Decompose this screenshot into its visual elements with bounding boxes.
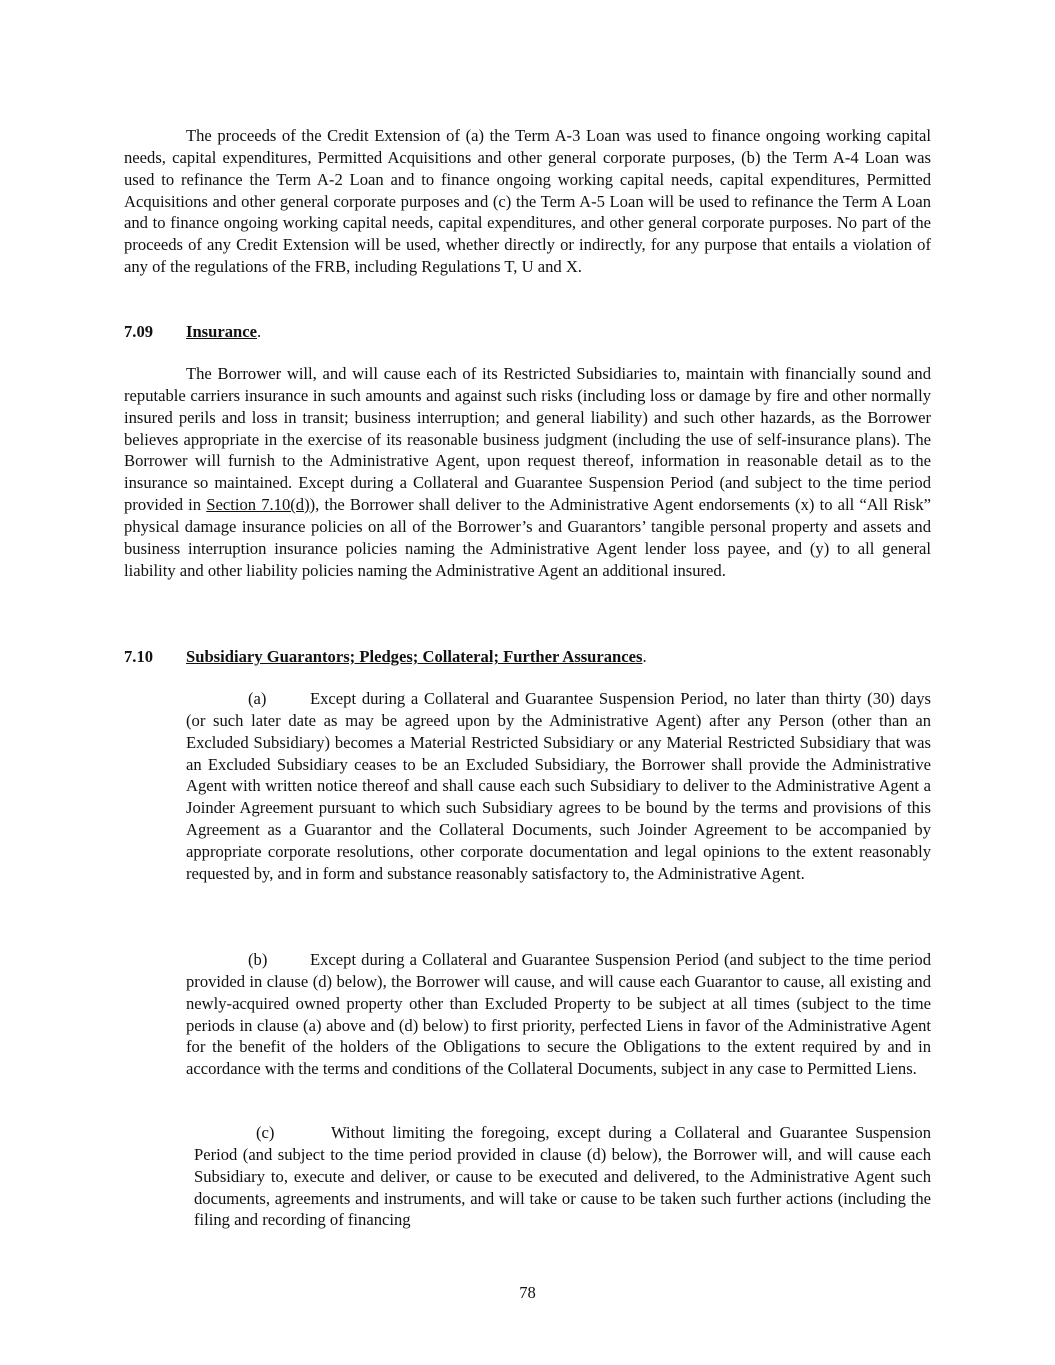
- clause-a-paragraph: [186, 688, 931, 885]
- clause-a-label: (a): [248, 689, 267, 708]
- clause-a-text: Except during a Collateral and Guarantee Suspension Period, no later than thirty (30) days (or such later date as may be agreed upon by the Administrative Agent) after any Person (other than an Excluded Subsidiary) becomes a Material Restricted Subsidiary or any Material Restricted Subsidiary that was an Excluded Subsidiary ceases to be an Excluded Subsidiary, the Borrower shall provide the Administrative Agent with written notice thereof and shall cause each such Subsidiary to deliver to the Administrative Agent a Joinder Agreement pursuant to which such Subsidiary agrees to be bound by the terms and provisions of this Agreement as a Guarantor and the Collateral Documents, such Joinder Agreement to be accompanied by appropriate corporate resolutions, other corporate documentation and legal opinions to the extent reasonably requested by, and in form and substance reasonably satisfactory to, the Administrative Agent.: [186, 689, 931, 883]
- section-7-10-heading: [124, 646, 647, 668]
- clause-b-text: Except during a Collateral and Guarantee Suspension Period (and subject to the time period provided in clause (d) below), the Borrower will cause, and will cause each Guarantor to cause, all existing and newly-acquired owned property other than Excluded Property to be subject at all times (subject to the time periods in clause (a) above and (d) below) to first priority, perfected Liens in favor of the Administrative Agent for the benefit of the holders of the Obligations to secure the Obligations to the extent required by and in accordance with the terms and conditions of the Collateral Documents, subject in any case to Permitted Liens.: [186, 950, 931, 1079]
- insurance-text-part1: The Borrower will, and will cause each of its Restricted Subsidiaries to, maintain with financially sound and reputable carriers insurance in such amounts and against such risks (including loss or damage by fire and other normally insured perils and loss in transit; business interruption; and general liability) and such other hazards, as the Borrower believes appropriate in the exercise of its reasonable business judgment (including the use of self-insurance plans). The Borrower will furnish to the Administrative Agent, upon request thereof, information in reasonable detail as to the insurance so maintained. Except during a Collateral and Guarantee Suspension Period (and subject to the time period provided in: [124, 364, 931, 515]
- section-7-09-heading: [124, 321, 261, 343]
- section-title-punct: .: [257, 322, 262, 341]
- clause-c-label: (c): [256, 1123, 275, 1142]
- section-reference-link[interactable]: Section 7.10(d): [206, 495, 310, 515]
- insurance-text-part2: ), the Borrower shall deliver to the Administrative Agent endorsements (x) to all “All Risk” physical damage insurance policies on all of the Borrower’s and Guarantors’ tangible personal property and assets and business interruption insurance policies naming the Administrative Agent lender loss payee, and (y) to all general liability and other liability policies naming the Administrative Agent an additional insured.: [124, 495, 931, 580]
- clause-b-label: (b): [248, 950, 268, 969]
- section-number: 7.09: [124, 322, 154, 341]
- section-title-punct: .: [642, 647, 647, 666]
- clause-c-paragraph: [194, 1122, 931, 1231]
- page-number: 78: [519, 1283, 536, 1302]
- section-title: Insurance: [186, 322, 257, 341]
- intro-paragraph: The proceeds of the Credit Extension of (a) the Term A-3 Loan was used to finance ongoing working capital needs, capital expenditures, Permitted Acquisitions and other general corporate purposes, (b) the Term A-4 Loan was used to refinance the Term A-2 Loan and to finance ongoing working capital needs, capital expenditures, Permitted Acquisitions and other general corporate purposes and (c) the Term A-5 Loan will be used to refinance the Term A Loan and to finance ongoing working capital needs, capital expenditures, and other general corporate purposes. No part of the proceeds of any Credit Extension will be used, whether directly or indirectly, for any purpose that entails a violation of any of the regulations of the FRB, including Regulations T, U and X.: [124, 126, 931, 277]
- section-title: Subsidiary Guarantors; Pledges; Collateral; Further Assurances: [186, 647, 643, 666]
- clause-b-paragraph: [186, 949, 931, 1080]
- insurance-paragraph: [124, 363, 931, 581]
- section-number: 7.10: [124, 647, 154, 666]
- clause-c-text: Without limiting the foregoing, except during a Collateral and Guarantee Suspension Period (and subject to the time period provided in clause (d) below), the Borrower will, and will cause each Subsidiary to, execute and deliver, or cause to be executed and delivered, to the Administrative Agent such documents, agreements and instruments, and will take or cause to be taken such further actions (including the filing and recording of financing: [194, 1123, 931, 1230]
